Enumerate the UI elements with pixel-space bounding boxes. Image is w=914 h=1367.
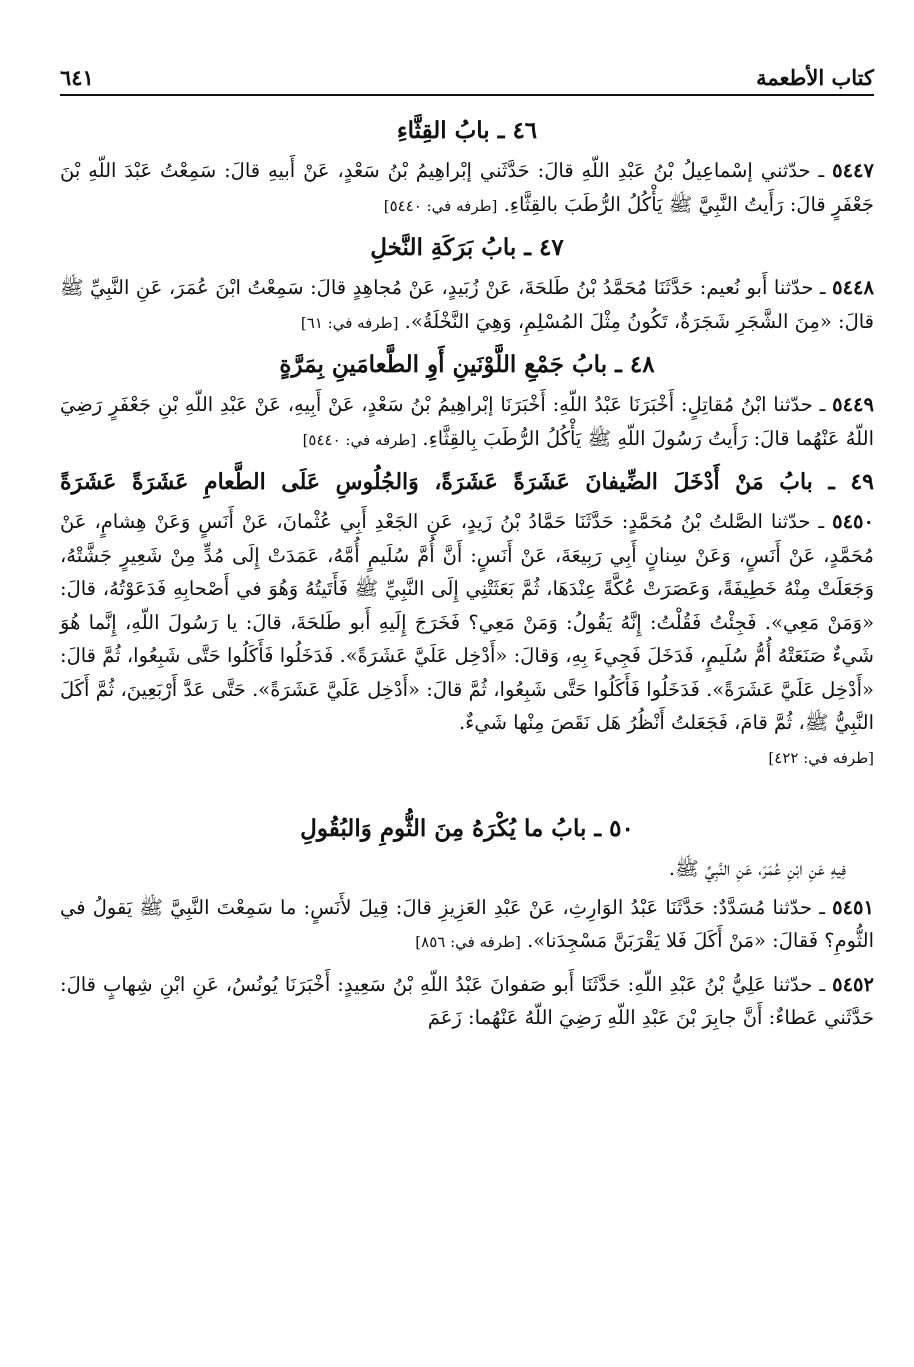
hadith-text: ـ حدّثنا الصَّلتُ بْنُ مُحَمَّدٍ: حَدَّثَنَا حَمَّادُ بْنُ زَيدٍ، عَنِ الجَعْدِ أَبِي عُثْمانَ، عَنْ أَنَسٍ وَعَنْ هِشامٍ، عَنْ مُحَمَّدٍ، عَنْ أَنَسٍ، وَعَنْ سِنانٍ أَبِي رَبِيعَةَ، عَنْ أَنَسٍ: أَنَّ أُمَّ سُلَيمٍ أُمَّهُ، عَمَدَتْ إِلَى مُدٍّ مِنْ شَعِيرٍ جَشَّتْهُ، وَجَعَلَتْ مِنْهُ خَطِيفَةً، وَعَصَرَتْ عُكَّةً عِنْدَهَا، ثُمَّ بَعَثَتْنِي إِلَى النَّبِيِّ ﷺ فَأَتَيتُهُ وَهُوَ في أَصْحابِهِ فَدَعَوْتُهُ، قالَ: «وَمَنْ مَعِي». فَجِئْتُ فَقُلْتُ: إِنَّهُ يَقُولُ: وَمَنْ مَعِي؟ فَخَرَجَ إِلَيهِ أَبو طَلحَةَ، قالَ: يا رَسُولَ اللّهِ، إِنَّما هُوَ شَيءٌ صَنَعَتْهُ أُمُّ سُلَيمٍ، فَدَخَلَ فَجِيءَ بِهِ، وَقالَ: «أَدْخِل عَلَيَّ عَشَرَةً». فَدَخَلُوا فَأَكَلُوا حَتَّى شَبِعُوا، ثُمَّ قالَ: «أَدْخِل عَلَيَّ عَشَرَةً». فَدَخَلُوا فَأَكَلُوا حَتَّى شَبِعُوا، ثُمَّ قالَ: «أَدْخِل عَلَيَّ عَشَرَةً». حَتَّى عَدَّ أَرْبَعِينَ، ثُمَّ أَكَلَ النَّبِيُّ ﷺ، ثُمَّ قامَ، فَجَعَلتُ أَنْظُرُ هَل نَقَصَ مِنْها شَيءٌ.	[60, 510, 874, 734]
cross-reference: [طرفه في: ٨٥٦]	[415, 933, 521, 951]
hadith-5451	[60, 891, 874, 960]
chapter-heading-49: ٤٩ ـ بابُ مَنْ أَدْخَلَ الضِّيفانَ عَشَرَةً عَشَرَةً، وَالجُلُوسِ عَلَى الطَّعامِ عَشَرَةً عَشَرَةً	[60, 469, 874, 495]
hadith-number: ٥٤٤٧	[832, 159, 874, 182]
hadith-5452	[60, 968, 874, 1035]
hadith-5449	[60, 388, 874, 457]
section-spacer	[60, 784, 874, 806]
hadith-text: ـ حدّثنا مُسَدَّدٌ: حَدَّثَنَا عَبْدُ الوَارِثِ، عَنْ عَبْدِ العَزِيزِ قالَ: قِيلَ لأَنَسٍ: ما سَمِعْتَ النَّبِيَّ ﷺ يَقولُ في الثُّومِ؟ فَقالَ: «مَنْ أَكَلَ فَلا يَقْرَبَنَّ مَسْجِدَنا».	[60, 895, 874, 952]
book-title: كتاب الأطعمة	[756, 65, 874, 90]
hadith-number: ٥٤٥١	[832, 895, 874, 919]
hadith-number: ٥٤٤٩	[832, 393, 874, 416]
chapter-heading-46: ٤٦ ـ بابُ القِثَّاءِ	[396, 117, 538, 144]
chapter-heading-47: ٤٧ ـ بابُ بَرَكَةِ النَّخلِ	[370, 234, 564, 261]
hadith-5450	[60, 505, 874, 740]
chapter-heading-50: ٥٠ ـ بابُ ما يُكْرَهُ مِنَ الثُّومِ وَالبُقُولِ	[300, 814, 634, 842]
chapter-intro: فِيهِ عَنِ ابْنِ عُمَرَ، عَنِ النَّبِيِّ ﷺ.	[668, 856, 846, 880]
hadith-text: ـ حدّثني إسْماعِيلُ بْنُ عَبْدِ اللّهِ قالَ: حَدَّثَني إبْراهِيمُ بْنُ سَعْدٍ، عَنْ أَبيهِ قالَ: سَمِعْتُ عَبْدَ اللّهِ بْنَ جَعْفَرٍ قالَ: رَأَيتُ النَّبِيَّ ﷺ يَأْكُلُ الرُّطَبَ بالقِثَّاءِ.	[60, 159, 874, 216]
page-number: ٦٤١	[60, 65, 94, 90]
cross-reference: [طرفه في: ٤٢٢]	[768, 748, 874, 767]
cross-reference: [طرفه في: ٦١]	[300, 313, 399, 332]
running-header	[60, 50, 874, 96]
book-page	[60, 50, 874, 1350]
hadith-number: ٥٤٥٠	[832, 510, 874, 533]
hadith-5448	[60, 271, 874, 340]
cross-reference: [طرفه في: ٥٤٤٠]	[302, 430, 417, 449]
hadith-text: ـ حدّثنا أَبو نُعيم: حَدَّثَنَا مُحَمَّدُ بْنُ طَلحَةَ، عَنْ زُبَيدٍ، عَنْ مُجاهِدٍ قالَ: سَمِعْتُ ابْنَ عُمَرَ، عَنِ النَّبِيِّ ﷺ قالَ: «مِنَ الشَّجَرِ شَجَرَةٌ، تَكُونُ مِثْلَ المُسْلِمِ، وَهِيَ النَّخْلَةُ».	[60, 276, 874, 333]
hadith-text: ـ حدّثنا عَلِيُّ بْنُ عَبْدِ اللّهِ: حَدَّثَنَا أَبو صَفوانَ عَبْدُ اللّهِ بْنُ سَعِيدٍ: أَخْبَرَنَا يُونُسُ، عَنِ ابْنِ شِهابٍ قالَ: حَدَّثَني عَطاءٌ: أَنَّ جابِرَ بْنَ عَبْدِ اللّهِ رَضِيَ اللّهُ عَنْهُما: زَعَمَ	[60, 972, 874, 1029]
chapter-heading-48: ٤٨ ـ بابُ جَمْعِ اللَّوْنَينِ أَوِ الطَّعامَينِ بِمَرَّةٍ	[279, 351, 655, 378]
cross-reference: [طرفه في: ٥٤٤٠]	[383, 196, 498, 215]
hadith-text: ـ حدّثنا ابْنُ مُقاتِلٍ: أَخْبَرَنَا عَبْدُ اللّهِ: أَخْبَرَنَا إبْراهِيمُ بْنُ سَعْدٍ، عَنْ أَبِيهِ، عَنْ عَبْدِ اللّهِ بْنِ جَعْفَرٍ رَضِيَ اللّهُ عَنْهُما قالَ: رَأَيتُ رَسُولَ اللّهِ ﷺ يَأْكُلُ الرُّطَبَ بِالقِثَّاءِ.	[60, 393, 874, 450]
hadith-number: ٥٤٥٢	[832, 972, 874, 996]
hadith-number: ٥٤٤٨	[832, 276, 874, 299]
hadith-5447	[60, 154, 874, 223]
